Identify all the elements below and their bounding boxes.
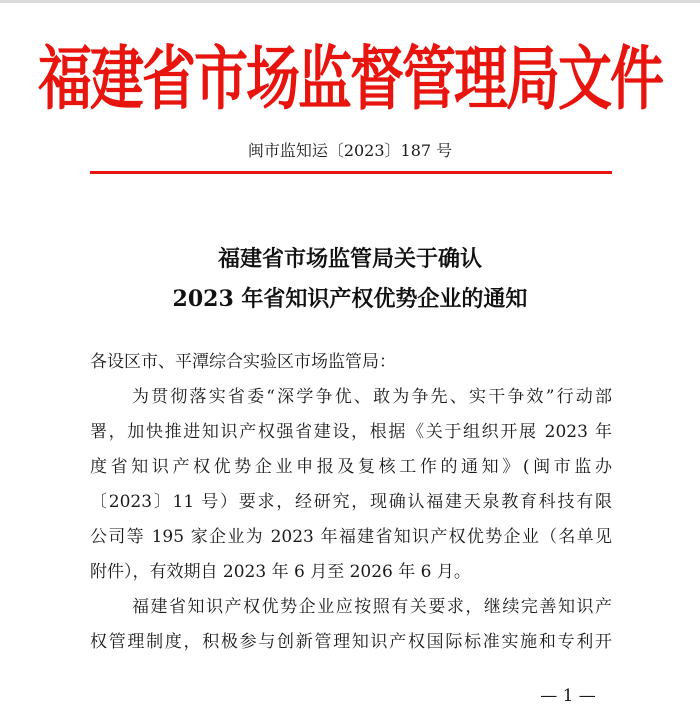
body-text-line: 署，加快推进知识产权强省建设，根据《关于组织开展 2023 年 <box>90 422 612 442</box>
body-text-line: 公司等 195 家企业为 2023 年福建省知识产权优势企业（名单见 <box>90 527 612 547</box>
document-title-line-1: 福建省市场监管局关于确认 <box>217 246 482 272</box>
body-text-line: 为贯彻落实省委“深学争优、敢为争先、实干争效”行动部 <box>132 387 612 407</box>
body-text-line: 福建省知识产权优势企业应按照有关要求，继续完善知识产 <box>132 597 612 617</box>
page-top-edge <box>0 0 700 3</box>
page-number: — 1 — <box>540 686 596 706</box>
body-text-line: 权管理制度，积极参与创新管理知识产权国际标准实施和专利开 <box>90 632 612 652</box>
body-text-line: 〔2023〕11 号）要求，经研究，现确认福建天泉教育科技有限 <box>90 492 612 512</box>
body-text-line: 附件），有效期自 2023 年 6 月至 2026 年 6 月。 <box>90 562 471 582</box>
red-divider-line <box>90 171 612 174</box>
document-number: 闽市监知运〔2023〕187 号 <box>247 141 453 160</box>
body-text-line: 度省知识产权优势企业申报及复核工作的通知》(闽市监办 <box>90 457 612 477</box>
issuing-authority-header: 福建省市场监督管理局文件 <box>38 37 662 119</box>
document-title-line-2: 2023 年省知识产权优势企业的通知 <box>172 286 528 312</box>
addressee-line: 各设区市、平潭综合实验区市场监管局： <box>90 352 396 372</box>
